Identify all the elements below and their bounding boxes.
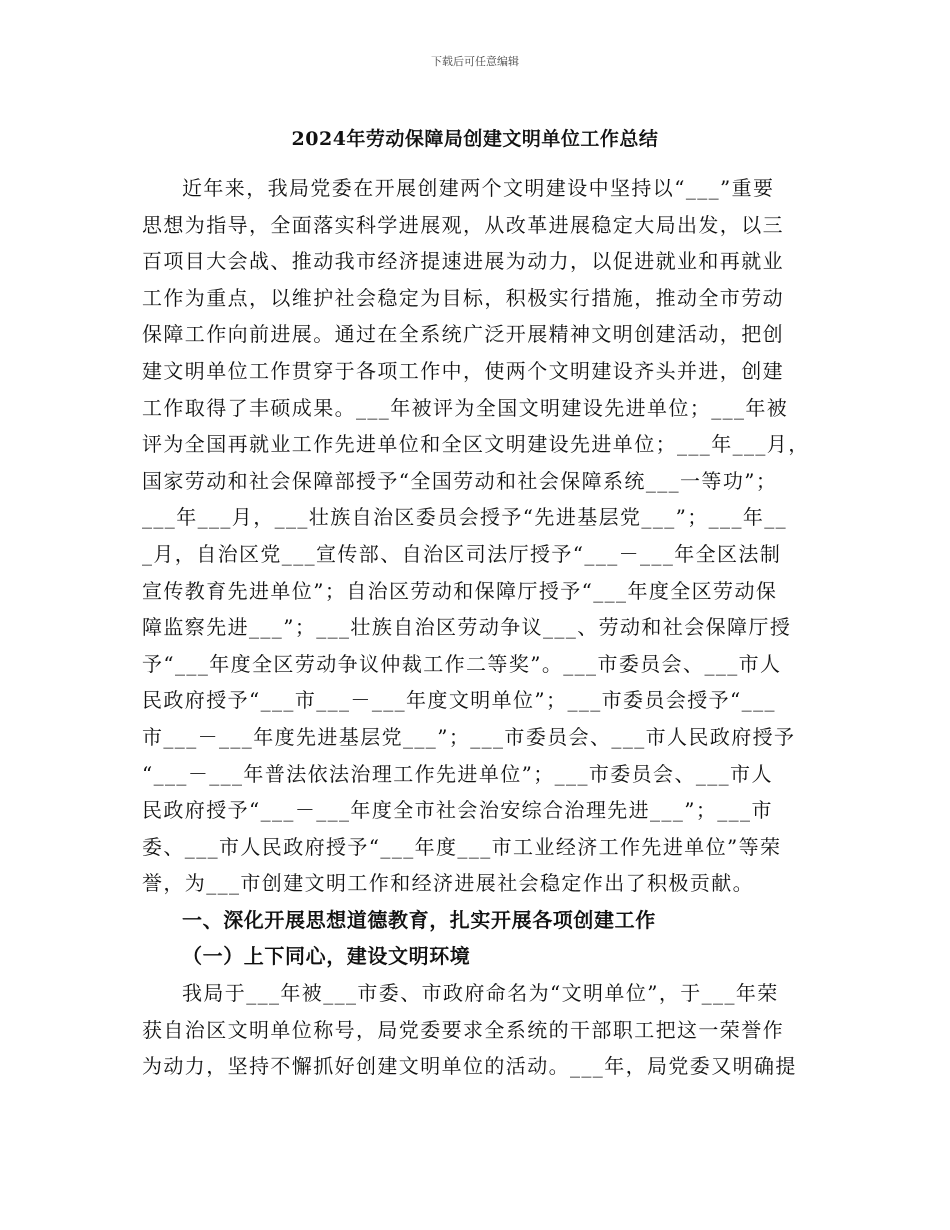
paragraph-line: ___年___月，___壮族自治区委员会授予“先进基层党___”；___年__ [142, 505, 788, 530]
paragraph-line: 宣传教育先进单位”；自治区劳动和保障厅授予“___年度全区劳动保 [142, 578, 778, 603]
document-title: 2024年劳动保障局创建文明单位工作总结 [291, 128, 659, 150]
paragraph-line: 民政府授予“___市___－___年度文明单位”；___市委员会授予“___ [142, 688, 776, 713]
document-body [142, 170, 822, 1085]
subsection-heading: （一）上下同心，建设文明环境 [182, 944, 471, 969]
section-heading: 一、深化开展思想道德教育，扎实开展各项创建工作 [182, 907, 656, 932]
paragraph-line: 工作取得了丰硕成果。___年被评为全国文明建设先进单位；___年被 [142, 395, 789, 420]
paragraph-line: 障监察先进___”；___壮族自治区劳动争议___、劳动和社会保障厅授 [142, 615, 792, 640]
paragraph-line: 委、___市人民政府授予“___年度___市工业经济工作先进单位”等荣 [142, 834, 782, 859]
paragraph-line: 评为全国再就业工作先进单位和全区文明建设先进单位；___年___月， [142, 432, 810, 457]
paragraph-line: 近年来，我局党委在开展创建两个文明建设中坚持以“___”重要 [182, 176, 775, 200]
paragraph-line: 誉，为___市创建文明工作和经济进展社会稳定作出了积极贡献。 [142, 871, 754, 896]
paragraph-line: 工作为重点，以维护社会稳定为目标，积极实行措施，推动全市劳动 [142, 285, 784, 310]
paragraph-line: 国家劳动和社会保障部授予“全国劳动和社会保障系统___一等功”； [142, 468, 778, 493]
paragraph-line: 予“___年度全区劳动争议仲裁工作二等奖”。___市委员会、___市人 [142, 651, 782, 676]
paragraph-line: 市___－___年度先进基层党___”；___市委员会、___市人民政府授予 [142, 724, 796, 749]
paragraph-line: 建文明单位工作贯穿于各项工作中，使两个文明建设齐头并进，创建 [142, 358, 784, 383]
page-header-note: 下载后可任意编辑 [431, 55, 519, 68]
paragraph-line: “___－___年普法依法治理工作先进单位”；___市委员会、___市人 [142, 761, 773, 786]
paragraph-line: 思想为指导，全面落实科学进展观，从改革进展稳定大局出发，以三 [142, 212, 784, 237]
paragraph-line: 我局于___年被___市委、市政府命名为“文明单位”，于___年荣 [182, 981, 779, 1006]
paragraph-line: 民政府授予“___－___年度全市社会治安综合治理先进___”；___市 [142, 798, 773, 823]
paragraph-line: 获自治区文明单位称号，局党委要求全系统的干部职工把这一荣誉作 [142, 1017, 784, 1042]
paragraph-line: _月，自治区党___宣传部、自治区司法厅授予“___－___年全区法制 [142, 541, 782, 566]
paragraph-line: 为动力，坚持不懈抓好创建文明单位的活动。___年，局党委又明确提 [142, 1054, 797, 1079]
paragraph-line: 保障工作向前进展。通过在全系统广泛开展精神文明创建活动，把创 [142, 322, 784, 347]
paragraph-line: 百项目大会战、推动我市经济提速进展为动力，以促进就业和再就业 [142, 249, 784, 274]
